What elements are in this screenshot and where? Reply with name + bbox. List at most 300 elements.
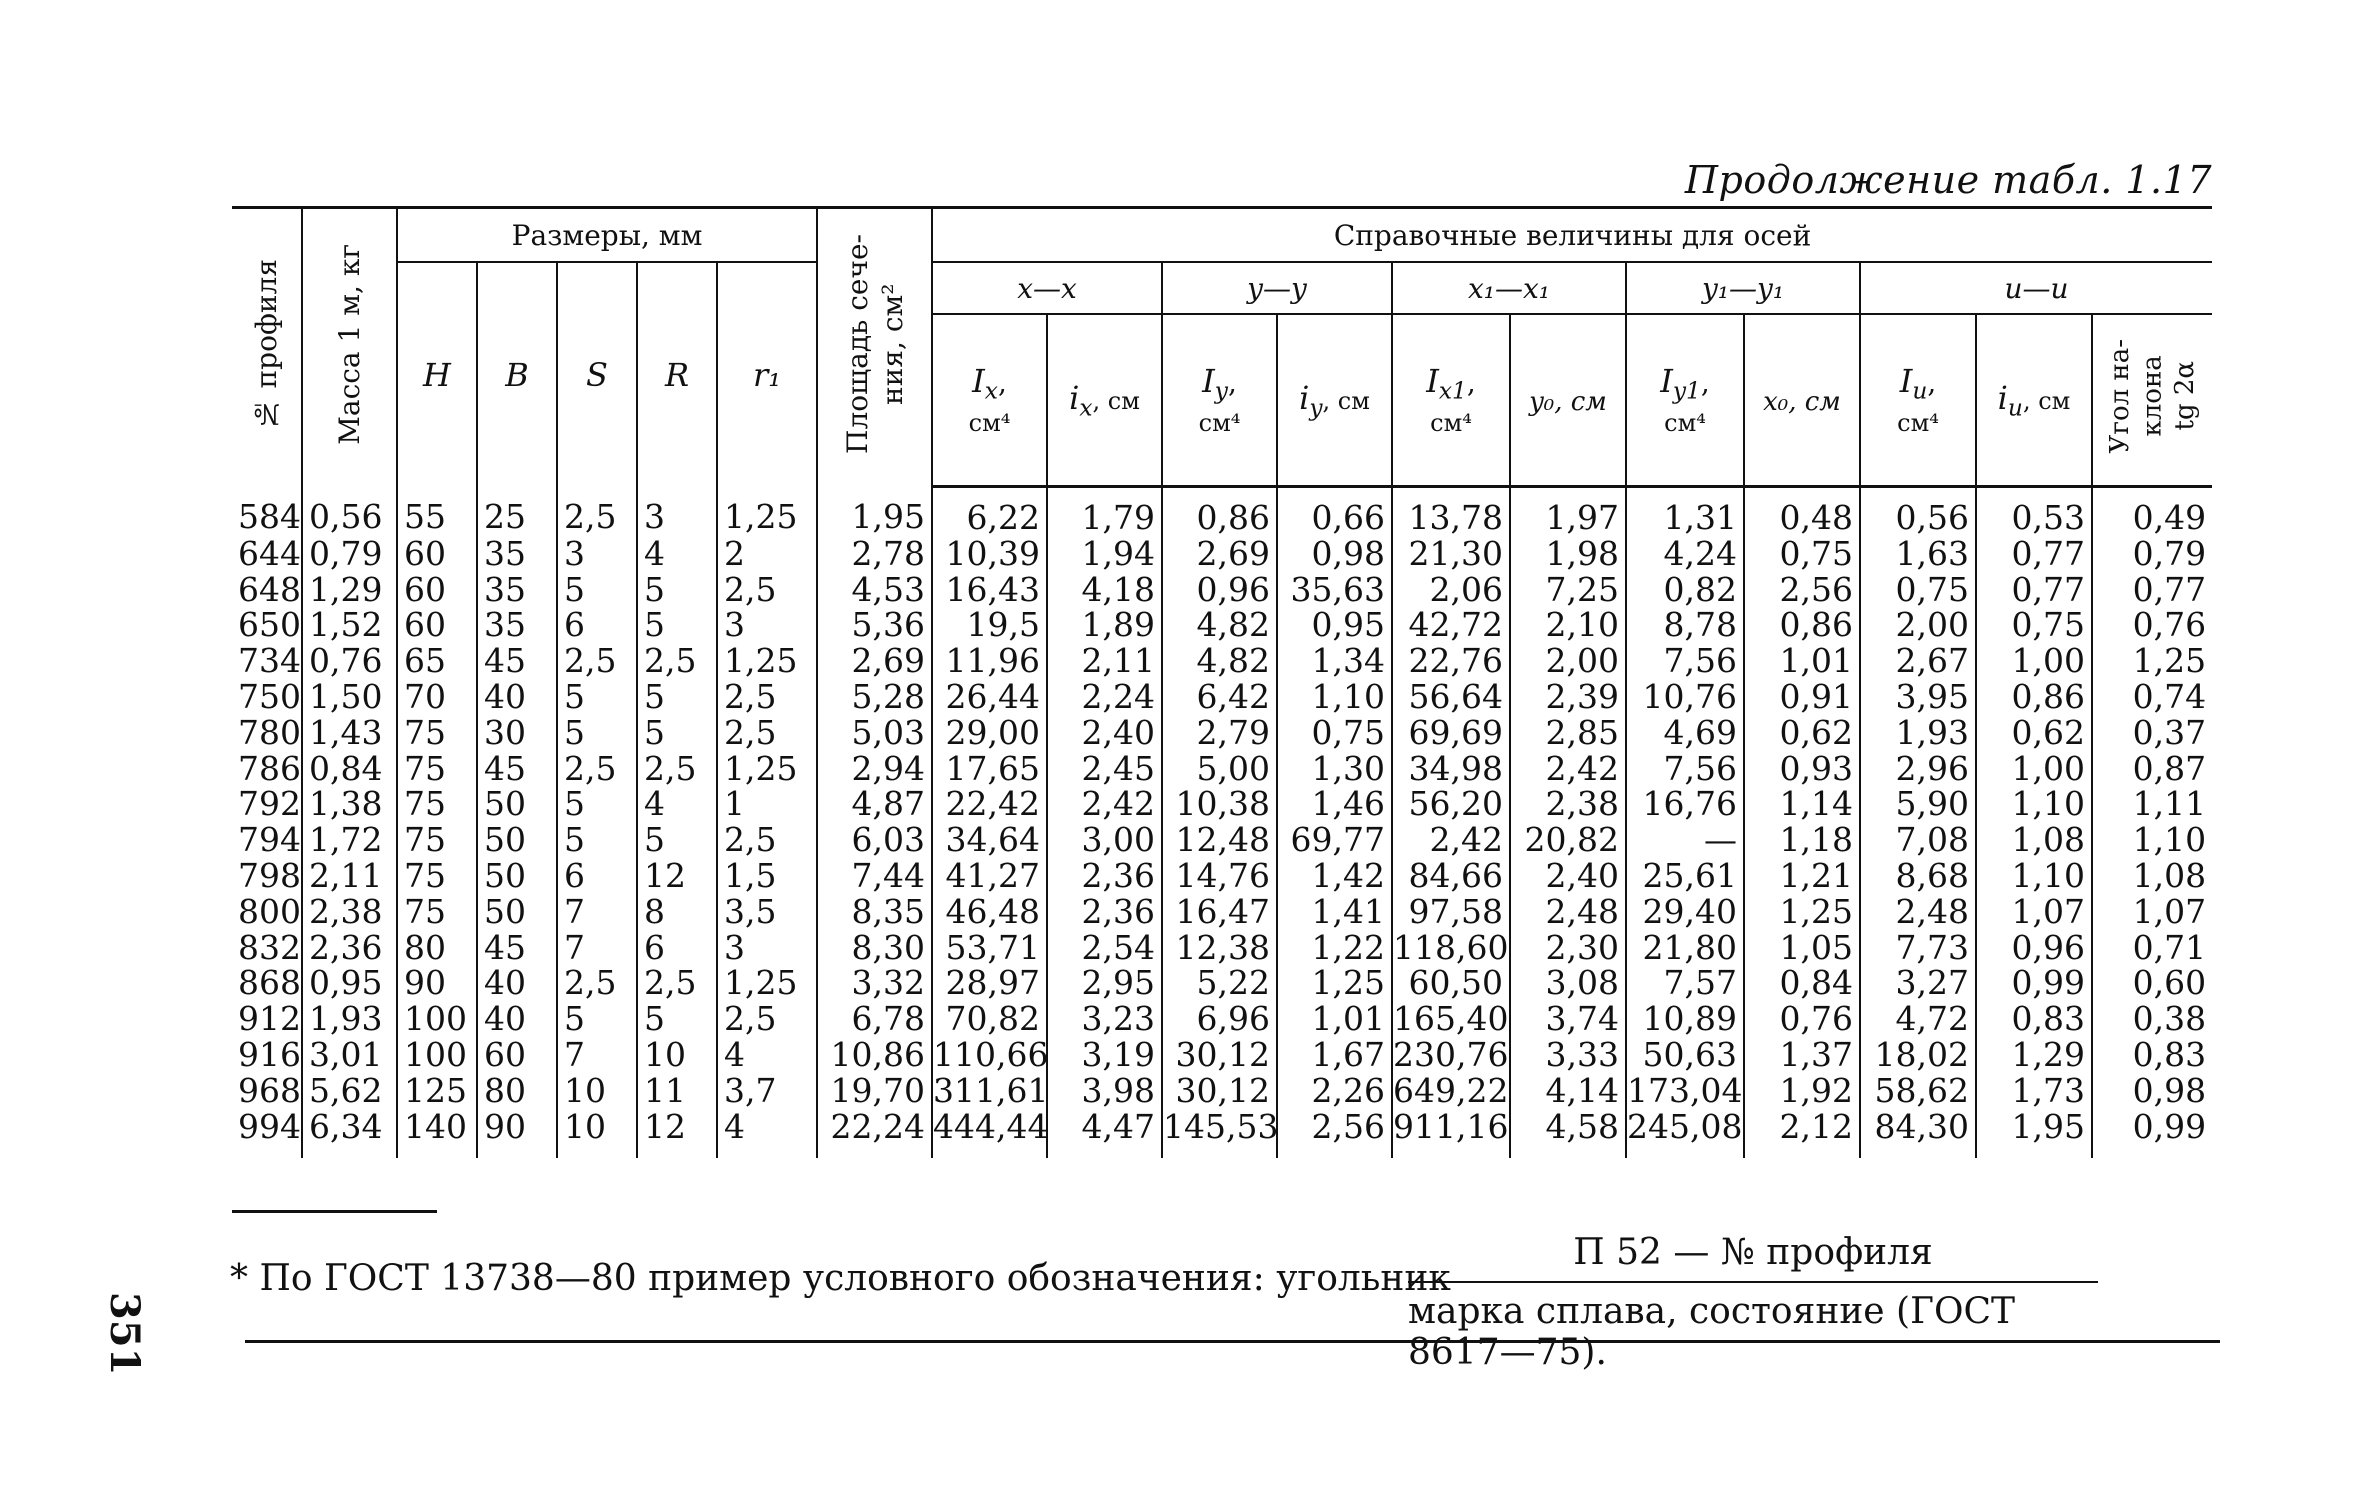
table-cell: 4,82 [1162,607,1277,643]
table-cell: 2,42 [1392,822,1510,858]
table-cell: 56,64 [1392,679,1510,715]
table-cell: 0,62 [1976,715,2092,751]
table-cell: 5 [557,786,637,822]
header-Ix: $I_x$, см⁴ [932,314,1047,487]
table-cell: 1,10 [1976,786,2092,822]
table-row [232,715,2212,751]
table-cell: 30,12 [1162,1037,1277,1073]
table-cell: 750 [238,676,301,716]
table-cell: 2,12 [1744,1109,1860,1159]
table-cell: 8,78 [1626,607,1744,643]
table-cell: 19,70 [817,1073,932,1109]
table-cell: 11 [637,1073,717,1109]
table-cell: 55 [397,487,477,536]
table-cell: 1,18 [1744,822,1860,858]
table-cell: 41,27 [932,858,1047,894]
table-cell: 0,93 [1744,751,1860,787]
table-cell: 6 [557,858,637,894]
table-cell: 34,98 [1392,751,1510,787]
table-cell: 2,5 [717,822,817,858]
table-cell: 0,96 [1162,572,1277,608]
table-cell: 25,61 [1626,858,1744,894]
table-cell: 21,30 [1392,536,1510,572]
table-cell: 35 [477,536,557,572]
table-cell: 2,69 [1162,536,1277,572]
table-cell: 2,5 [717,679,817,715]
table-cell: 7,56 [1626,643,1744,679]
page-bottom-rule [245,1340,2220,1343]
table-cell: 2,5 [717,715,817,751]
table-cell: 125 [397,1073,477,1109]
table-cell: 5,36 [817,607,932,643]
table-cell: 35 [477,572,557,608]
table-cell: 1,50 [302,679,397,715]
table-cell: 7,56 [1626,751,1744,787]
table-cell: 0,98 [2092,1073,2212,1109]
table-cell: 0,60 [2092,965,2212,1001]
footnote-separator [232,1210,437,1213]
table-cell: 0,62 [1744,715,1860,751]
table-cell: 3,32 [817,965,932,1001]
table-cell: 4,47 [1047,1109,1162,1159]
table-cell: 0,87 [2092,751,2212,787]
table-cell: 60 [397,536,477,572]
table-cell: 648 [238,569,301,609]
table-cell: 12 [637,858,717,894]
header-H: H [397,262,477,487]
table-cell: 4 [637,536,717,572]
table-cell: 1,92 [1744,1073,1860,1109]
table-cell: 1,38 [302,786,397,822]
table-cell: 2,5 [637,965,717,1001]
table-cell: 6,42 [1162,679,1277,715]
table-cell: 30 [477,715,557,751]
table-cell: 0,75 [1744,536,1860,572]
table-cell: 2,67 [1860,643,1976,679]
table-row [232,894,2212,930]
table-cell: 1,37 [1744,1037,1860,1073]
table-cell: 3,74 [1510,1001,1626,1037]
table-cell: 60 [477,1037,557,1073]
table-cell: 1,67 [1277,1037,1392,1073]
header-axis-u: u—u [1860,262,2212,314]
table-cell: 4,14 [1510,1073,1626,1109]
table-cell: 1,29 [302,572,397,608]
table-cell: 16,43 [932,572,1047,608]
table-row [232,572,2212,608]
table-cell: 4,87 [817,786,932,822]
table-cell: 6,78 [817,1001,932,1037]
table-cell: 0,99 [2092,1109,2212,1159]
header-Iy: $I_y$, см⁴ [1162,314,1277,487]
table-cell: 1,42 [1277,858,1392,894]
table-cell: 868 [238,963,301,1003]
table-cell: 0,96 [1976,930,2092,966]
table-cell: 7,08 [1860,822,1976,858]
table-cell: 10,39 [932,536,1047,572]
table-cell: 2,5 [557,487,637,536]
table-cell: 1,07 [2092,894,2212,930]
table-cell: 4,72 [1860,1001,1976,1037]
table-row [232,965,2212,1001]
table-cell: 0,75 [1277,715,1392,751]
table-cell: 10,89 [1626,1001,1744,1037]
table-cell: 800 [238,891,301,931]
table-cell: 14,76 [1162,858,1277,894]
table-cell: 8 [637,894,717,930]
table-cell: 22,24 [817,1109,932,1159]
table-cell: 2,96 [1860,751,1976,787]
table-cell: 10 [557,1109,637,1159]
table-cell: 1,97 [1510,487,1626,536]
table-cell: 1,52 [302,607,397,643]
table-cell: 10,86 [817,1037,932,1073]
table-cell: 3 [637,487,717,536]
table-cell: 0,37 [2092,715,2212,751]
table-cell: 5 [637,1001,717,1037]
table-cell: 2,5 [717,572,817,608]
table-cell: 3,95 [1860,679,1976,715]
table-cell: 444,44 [932,1109,1047,1159]
table-cell: 110,66 [933,1034,1049,1074]
table-cell: 60,50 [1392,965,1510,1001]
table-cell: 3,01 [302,1037,397,1073]
table-cell: 0,66 [1277,487,1392,536]
table-cell: 2,5 [557,965,637,1001]
table-cell: 5 [637,572,717,608]
header-y0: y₀, см [1510,314,1626,487]
table-cell: 994 [238,1106,301,1146]
table-cell: 80 [397,930,477,966]
table-cell: 0,71 [2092,930,2212,966]
table-cell: 3,19 [1047,1037,1162,1073]
table-cell: 34,64 [932,822,1047,858]
table-cell: 1,01 [1744,643,1860,679]
table-cell: 42,72 [1392,607,1510,643]
table-cell: 0,79 [2092,536,2212,572]
table-cell: 2,56 [1277,1109,1392,1159]
table-cell: 140 [397,1109,477,1159]
table-cell: 0,82 [1626,572,1744,608]
header-axis-x: x—x [932,262,1162,314]
table-cell: 4,53 [817,572,932,608]
table-cell: 0,56 [302,487,397,536]
table-cell: 4,24 [1626,536,1744,572]
table-cell: 100 [397,1037,477,1073]
table-cell: 1,98 [1510,536,1626,572]
table-cell: 5 [637,679,717,715]
table-cell: 5 [557,822,637,858]
table-cell: 798 [238,855,301,895]
header-ix: $i_x$, см [1047,314,1162,487]
table-cell: 2,38 [302,894,397,930]
table-cell: 0,99 [1976,965,2092,1001]
table-cell: 4 [717,1109,817,1159]
header-reference: Справочные величины для осей [932,208,2212,263]
table-cell: 3,00 [1047,822,1162,858]
table-cell: 1,08 [2092,858,2212,894]
profile-table [232,206,2212,1158]
table-cell: 1,22 [1277,930,1392,966]
table-cell: 2,42 [1510,751,1626,787]
header-axis-y: y—y [1162,262,1392,314]
table-row [232,858,2212,894]
table-cell: 2,69 [817,643,932,679]
table-cell: 1,10 [2092,822,2212,858]
table-cell: 75 [397,894,477,930]
table-cell: 0,38 [2092,1001,2212,1037]
table-cell: 2,45 [1047,751,1162,787]
table-cell: 584 [238,496,301,536]
table-cell: 7,57 [1626,965,1744,1001]
table-cell: 1,95 [817,487,932,536]
table-cell: 3 [717,607,817,643]
table-cell: 70,82 [932,1001,1047,1037]
table-cell: 0,76 [1744,1001,1860,1037]
table-cell: 75 [397,786,477,822]
table-cell: 1,72 [302,822,397,858]
table-cell: 60 [397,572,477,608]
table-cell: 7 [557,930,637,966]
table-cell: 5,03 [817,715,932,751]
table-cell: 21,80 [1626,930,1744,966]
table-cell: 25 [477,487,557,536]
table-cell: 7 [557,894,637,930]
table-cell: 1,11 [2092,786,2212,822]
header-Ix1: $I_{x1}$, см⁴ [1392,314,1510,487]
table-cell: 2,10 [1510,607,1626,643]
header-iy: $i_y$, см [1277,314,1392,487]
table-cell: 50 [477,822,557,858]
table-cell: 1,08 [1976,822,2092,858]
table-cell: 5 [557,679,637,715]
table-cell: 4,58 [1510,1109,1626,1159]
table-cell: 311,61 [933,1070,1049,1110]
table-cell: 0,75 [1860,572,1976,608]
table-cell: 786 [238,748,301,788]
table-cell: 794 [238,820,301,860]
table-cell: 2,94 [817,751,932,787]
table-cell: 1,25 [717,965,817,1001]
table-cell: 968 [238,1070,301,1110]
table-cell: 0,84 [302,751,397,787]
table-cell: 10,38 [1162,786,1277,822]
header-B: B [477,262,557,487]
table-cell: 1,31 [1626,487,1744,536]
table-cell: 2,26 [1277,1073,1392,1109]
table-cell: 56,20 [1392,786,1510,822]
table-cell: 2,11 [1047,643,1162,679]
table-cell: 0,84 [1744,965,1860,1001]
header-dimensions: Размеры, мм [397,208,817,263]
table-cell: 18,02 [1860,1037,1976,1073]
table-cell: 230,76 [1393,1034,1509,1074]
table-cell: 17,65 [932,751,1047,787]
table-cell: 26,44 [932,679,1047,715]
table-cell: 53,71 [932,930,1047,966]
table-cell: 50,63 [1626,1037,1744,1073]
table-cell: 145,53 [1162,1109,1277,1159]
table-cell: 22,42 [932,786,1047,822]
table-cell: 644 [238,533,301,573]
table-cell: 35 [477,607,557,643]
table-cell: 1,73 [1976,1073,2092,1109]
table-cell: 1,25 [2092,643,2212,679]
table-cell: 2,40 [1510,858,1626,894]
table-cell: 60 [397,607,477,643]
table-cell: 75 [397,751,477,787]
table-cell: 1,07 [1976,894,2092,930]
table-cell: 2,48 [1510,894,1626,930]
table-cell: 1,93 [1860,715,1976,751]
table-row [232,751,2212,787]
table-cell: 3,23 [1047,1001,1162,1037]
table-cell: 2,5 [637,751,717,787]
table-cell: 75 [397,715,477,751]
table-cell: 2,5 [637,643,717,679]
table-cell: 4 [637,786,717,822]
table-row [232,786,2212,822]
table-cell: 0,76 [2092,607,2212,643]
header-mass: Масса 1 м, кг [302,208,397,487]
table-cell: 2,78 [817,536,932,572]
table-cell: 0,95 [302,965,397,1001]
table-cell: 2,85 [1510,715,1626,751]
table-cell: 1,10 [1277,679,1392,715]
table-cell: 2,5 [717,1001,817,1037]
table-cell: 46,48 [932,894,1047,930]
table-cell: 100 [397,1001,477,1037]
table-cell: 1,34 [1277,643,1392,679]
table-cell: 0,74 [2092,679,2212,715]
table-cell: 2,48 [1860,894,1976,930]
table-row [232,930,2212,966]
formula-denominator: марка сплава, состояние (ГОСТ 8617—75). [1408,1291,2016,1373]
table-cell: 10,76 [1626,679,1744,715]
table-cell: 2,36 [1047,858,1162,894]
table-cell: 8,30 [817,930,932,966]
table-cell: 3 [717,930,817,966]
table-cell: 50 [477,858,557,894]
table-row [232,536,2212,572]
table-cell: 16,76 [1626,786,1744,822]
table-cell: 11,96 [932,643,1047,679]
table-cell: 1,46 [1277,786,1392,822]
table-cell: 10 [557,1073,637,1109]
table-cell: 2,42 [1047,786,1162,822]
formula-numerator: П 52 — № профиля [1408,1232,2098,1283]
table-cell: 50 [477,786,557,822]
header-iu: $i_u$, см [1976,314,2092,487]
table-cell: 3,5 [717,894,817,930]
page-number: 351 [101,1292,148,1376]
table-cell: 69,69 [1392,715,1510,751]
table-cell: 2,00 [1510,643,1626,679]
table-cell: 0,75 [1976,607,2092,643]
table-cell: 28,97 [932,965,1047,1001]
table-cell: 40 [477,1001,557,1037]
table-cell: 5 [557,1001,637,1037]
table-cell: 912 [238,999,301,1039]
table-cell: 13,78 [1392,487,1510,536]
table-cell: 2,95 [1047,965,1162,1001]
table-cell: 245,08 [1626,1109,1744,1159]
table-cell: 3,27 [1860,965,1976,1001]
header-x0: x₀, см [1744,314,1860,487]
table-cell: 3 [557,536,637,572]
header-Iu: $I_u$, см⁴ [1860,314,1976,487]
table-cell: 2,5 [557,751,637,787]
table-cell: 2,36 [302,930,397,966]
table-cell: 649,22 [1393,1070,1509,1110]
table-cell: 45 [477,643,557,679]
table-cell: 7 [557,1037,637,1073]
table-cell: 1,79 [1047,487,1162,536]
table-cell: 10 [637,1037,717,1073]
table-row [232,822,2212,858]
table-cell: 3,7 [717,1073,817,1109]
table-cell: 0,77 [2092,572,2212,608]
table-cell: 1,25 [717,643,817,679]
table-cell: 2,54 [1047,930,1162,966]
table-row [232,487,2212,536]
table-cell: 6 [557,607,637,643]
table-cell: 6,22 [932,487,1047,536]
table-cell: 5 [557,715,637,751]
table-cell: 1,25 [717,487,817,536]
table-cell: 29,40 [1626,894,1744,930]
table-cell: 0,98 [1277,536,1392,572]
table-cell: 80 [477,1073,557,1109]
table-cell: 84,30 [1860,1109,1976,1159]
table-cell: 1,10 [1976,858,2092,894]
table-cell: 0,76 [302,643,397,679]
table-cell: 2,00 [1860,607,1976,643]
header-axis-y1: y₁—y₁ [1626,262,1860,314]
table-cell: 45 [477,751,557,787]
table-cell: 2,30 [1510,930,1626,966]
table-row [232,1073,2212,1109]
table-cell: 22,76 [1392,643,1510,679]
table-cell: 50 [477,894,557,930]
table-cell: 5 [637,822,717,858]
table-cell: 69,77 [1277,822,1392,858]
table-cell: 2,11 [302,858,397,894]
table-cell: 2,24 [1047,679,1162,715]
table-cell: 2,06 [1392,572,1510,608]
table-cell: 40 [477,965,557,1001]
table-cell: 12,38 [1162,930,1277,966]
table-cell: 5,62 [302,1073,397,1109]
table-cell: 40 [477,679,557,715]
table-cell: 734 [238,641,301,681]
table-cell: 5 [637,715,717,751]
table-cell: 1,01 [1277,1001,1392,1037]
table-cell: 8,68 [1860,858,1976,894]
table-cell: 20,82 [1510,822,1626,858]
table-cell: 0,53 [1976,487,2092,536]
table-cell: 5 [637,607,717,643]
table-cell: 3,33 [1510,1037,1626,1073]
table-cell: 2,56 [1744,572,1860,608]
table-cell: 65 [397,643,477,679]
table-cell: 0,77 [1976,536,2092,572]
table-cell: 1,89 [1047,607,1162,643]
table-cell: 97,58 [1392,894,1510,930]
table-cell: 0,83 [2092,1037,2212,1073]
table-cell: 911,16 [1392,1109,1510,1159]
table-cell: 1,63 [1860,536,1976,572]
